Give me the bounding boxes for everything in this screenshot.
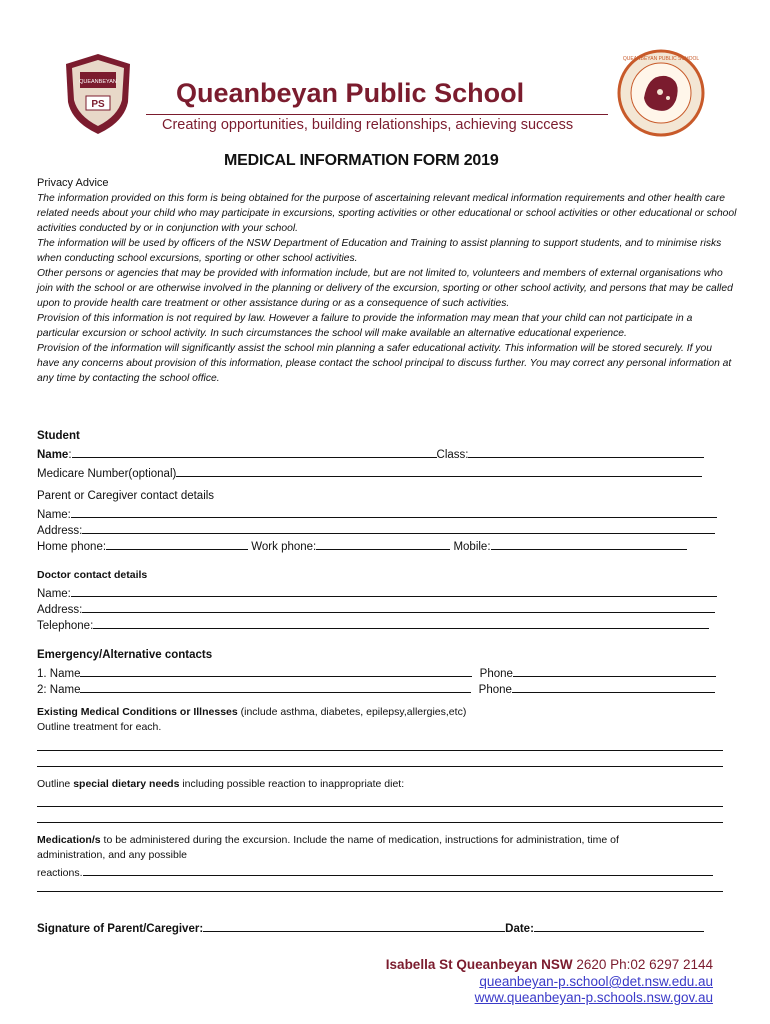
emergency-phone-2-label: Phone	[478, 684, 512, 696]
parent-address-label: Address:	[37, 525, 83, 537]
student-name-label: Name	[37, 449, 69, 461]
dietary-label: Outline special dietary needs including possible reaction to inappropriate diet:	[37, 778, 405, 790]
emergency-heading: Emergency/Alternative contacts	[37, 649, 213, 661]
footer-website-link[interactable]: www.queanbeyan-p.schools.nsw.gov.au	[474, 990, 713, 1005]
privacy-paragraph: Other persons or agencies that may be provided with information include, but are not limited to, volunteers and members of external organisations who join with the school or are otherwise involved in the planning or delivery of the excursion, sporting or other school activity, and persons that may be called upon to provide health care treatment or other assistance during or as a consequence of such activities.	[37, 268, 733, 309]
doctor-name-row	[37, 585, 717, 600]
parent-name-field[interactable]	[71, 506, 717, 518]
work-phone-field[interactable]	[316, 538, 450, 550]
home-phone-field[interactable]	[106, 538, 248, 550]
mobile-label: Mobile:	[453, 541, 491, 553]
student-heading: Student	[37, 430, 80, 442]
parent-phone-row	[37, 538, 687, 553]
medical-conditions-bold: Existing Medical Conditions or Illnesses	[37, 706, 238, 718]
reactions-field[interactable]	[83, 864, 713, 876]
school-round-logo	[616, 48, 706, 138]
medicare-row	[37, 465, 702, 480]
form-title: MEDICAL INFORMATION FORM 2019	[224, 152, 499, 169]
medicare-label: Medicare Number(optional)	[37, 468, 177, 480]
medication-label: Medication/s to be administered during the excursion. Include the name of medication, instructions for administration, time of	[37, 834, 619, 846]
treatment-field-line-1[interactable]	[37, 750, 723, 751]
doctor-address-row	[37, 601, 715, 616]
medication-label-line-2: administration, and any possible	[37, 849, 188, 861]
school-name: Queanbeyan Public School	[176, 78, 525, 108]
doctor-name-field[interactable]	[71, 585, 717, 597]
parent-name-label: Name:	[37, 509, 71, 521]
reactions-label: reactions.	[37, 867, 83, 879]
privacy-advice-text	[37, 191, 737, 386]
student-class-field[interactable]	[468, 446, 704, 458]
footer-address	[386, 957, 713, 972]
privacy-paragraph: The information provided on this form is being obtained for the purpose of ascertaining relevant medical information requirements and other health care related needs about your child who may participate in excursions, sporting activities or other educational or school activities or other educational or school activities conducted by or in conjunction with your school.	[37, 193, 737, 234]
student-class-label: Class:	[436, 449, 469, 461]
medication-bold: Medication/s	[37, 834, 101, 846]
emergency-name-1-field[interactable]	[80, 665, 472, 677]
medication-reactions-row	[37, 864, 713, 879]
parent-address-row	[37, 522, 715, 537]
signature-row	[37, 920, 704, 935]
emergency-phone-2-field[interactable]	[512, 681, 715, 693]
date-label: Date:	[505, 923, 534, 935]
home-phone-label: Home phone:	[37, 541, 107, 553]
footer-email-link[interactable]: queanbeyan-p.school@det.nsw.edu.au	[479, 974, 713, 989]
emergency-contact-2-row	[37, 681, 715, 696]
svg-text:QUEANBEYAN PUBLIC SCHOOL: QUEANBEYAN PUBLIC SCHOOL	[622, 56, 700, 62]
emergency-name-2-field[interactable]	[80, 681, 471, 693]
medicare-field[interactable]	[176, 465, 702, 477]
work-phone-label: Work phone:	[251, 541, 317, 553]
svg-text:QUEANBEYAN: QUEANBEYAN	[79, 79, 117, 85]
doctor-telephone-label: Telephone:	[37, 620, 94, 632]
svg-text:PS: PS	[91, 99, 105, 110]
signature-field[interactable]	[203, 920, 505, 932]
dietary-field-line-2[interactable]	[37, 822, 723, 823]
doctor-telephone-row	[37, 617, 709, 632]
parent-name-row	[37, 506, 717, 521]
privacy-paragraph: Provision of the information will significantly assist the school min planning a safer educational activity. This information will be stored securely. If you have any concerns about provision of this information, please contact the school principal to discuss further. You may correct any personal information at any time by contacting the school office.	[37, 343, 732, 384]
parent-address-field[interactable]	[82, 522, 715, 534]
dietary-field-line-1[interactable]	[37, 806, 723, 807]
date-field[interactable]	[534, 920, 704, 932]
parent-heading: Parent or Caregiver contact details	[37, 490, 215, 502]
privacy-heading: Privacy Advice	[37, 177, 109, 189]
treatment-field-line-2[interactable]	[37, 766, 723, 767]
school-tagline: Creating opportunities, building relationships, achieving success	[162, 117, 574, 133]
school-crest-logo	[58, 50, 138, 138]
doctor-address-label: Address:	[37, 604, 83, 616]
privacy-paragraph: Provision of this information is not required by law. However a failure to provide the information may mean that your child can not participate in a particular excursion or school activity. In such circumstances the school will make available an alternative educational experience.	[37, 313, 693, 339]
footer-street: Isabella St Queanbeyan NSW	[385, 957, 573, 972]
emergency-phone-1-field[interactable]	[513, 665, 716, 677]
privacy-paragraph: The information will be used by officers of the NSW Department of Education and Training to assist planning to support students, and to minimise risks when conducting school excursions, sporting or other school activities.	[37, 238, 722, 264]
doctor-name-label: Name:	[37, 588, 71, 600]
emergency-contact-1-row	[37, 665, 716, 680]
dietary-bold: special dietary needs	[73, 778, 180, 790]
signature-label: Signature of Parent/Caregiver:	[37, 923, 204, 935]
outline-treatment-label: Outline treatment for each.	[37, 721, 162, 733]
emergency-phone-1-label: Phone	[479, 668, 513, 680]
student-name-row: Name: Class:	[37, 446, 704, 461]
footer-postcode-phone: 2620 Ph:02 6297 2144	[572, 957, 713, 972]
medical-conditions-heading	[37, 706, 466, 718]
student-name-field[interactable]	[72, 446, 437, 458]
mobile-field[interactable]	[491, 538, 687, 550]
doctor-telephone-field[interactable]	[93, 617, 709, 629]
medication-field-line[interactable]	[37, 891, 723, 892]
medical-conditions-note: (include asthma, diabetes, epilepsy,allergies,etc)	[237, 706, 467, 718]
header-divider	[146, 114, 608, 115]
doctor-address-field[interactable]	[82, 601, 715, 613]
doctor-heading: Doctor contact details	[37, 569, 148, 581]
emergency-name-2-label: 2: Name	[37, 684, 81, 696]
emergency-name-1-label: 1. Name	[37, 668, 81, 680]
